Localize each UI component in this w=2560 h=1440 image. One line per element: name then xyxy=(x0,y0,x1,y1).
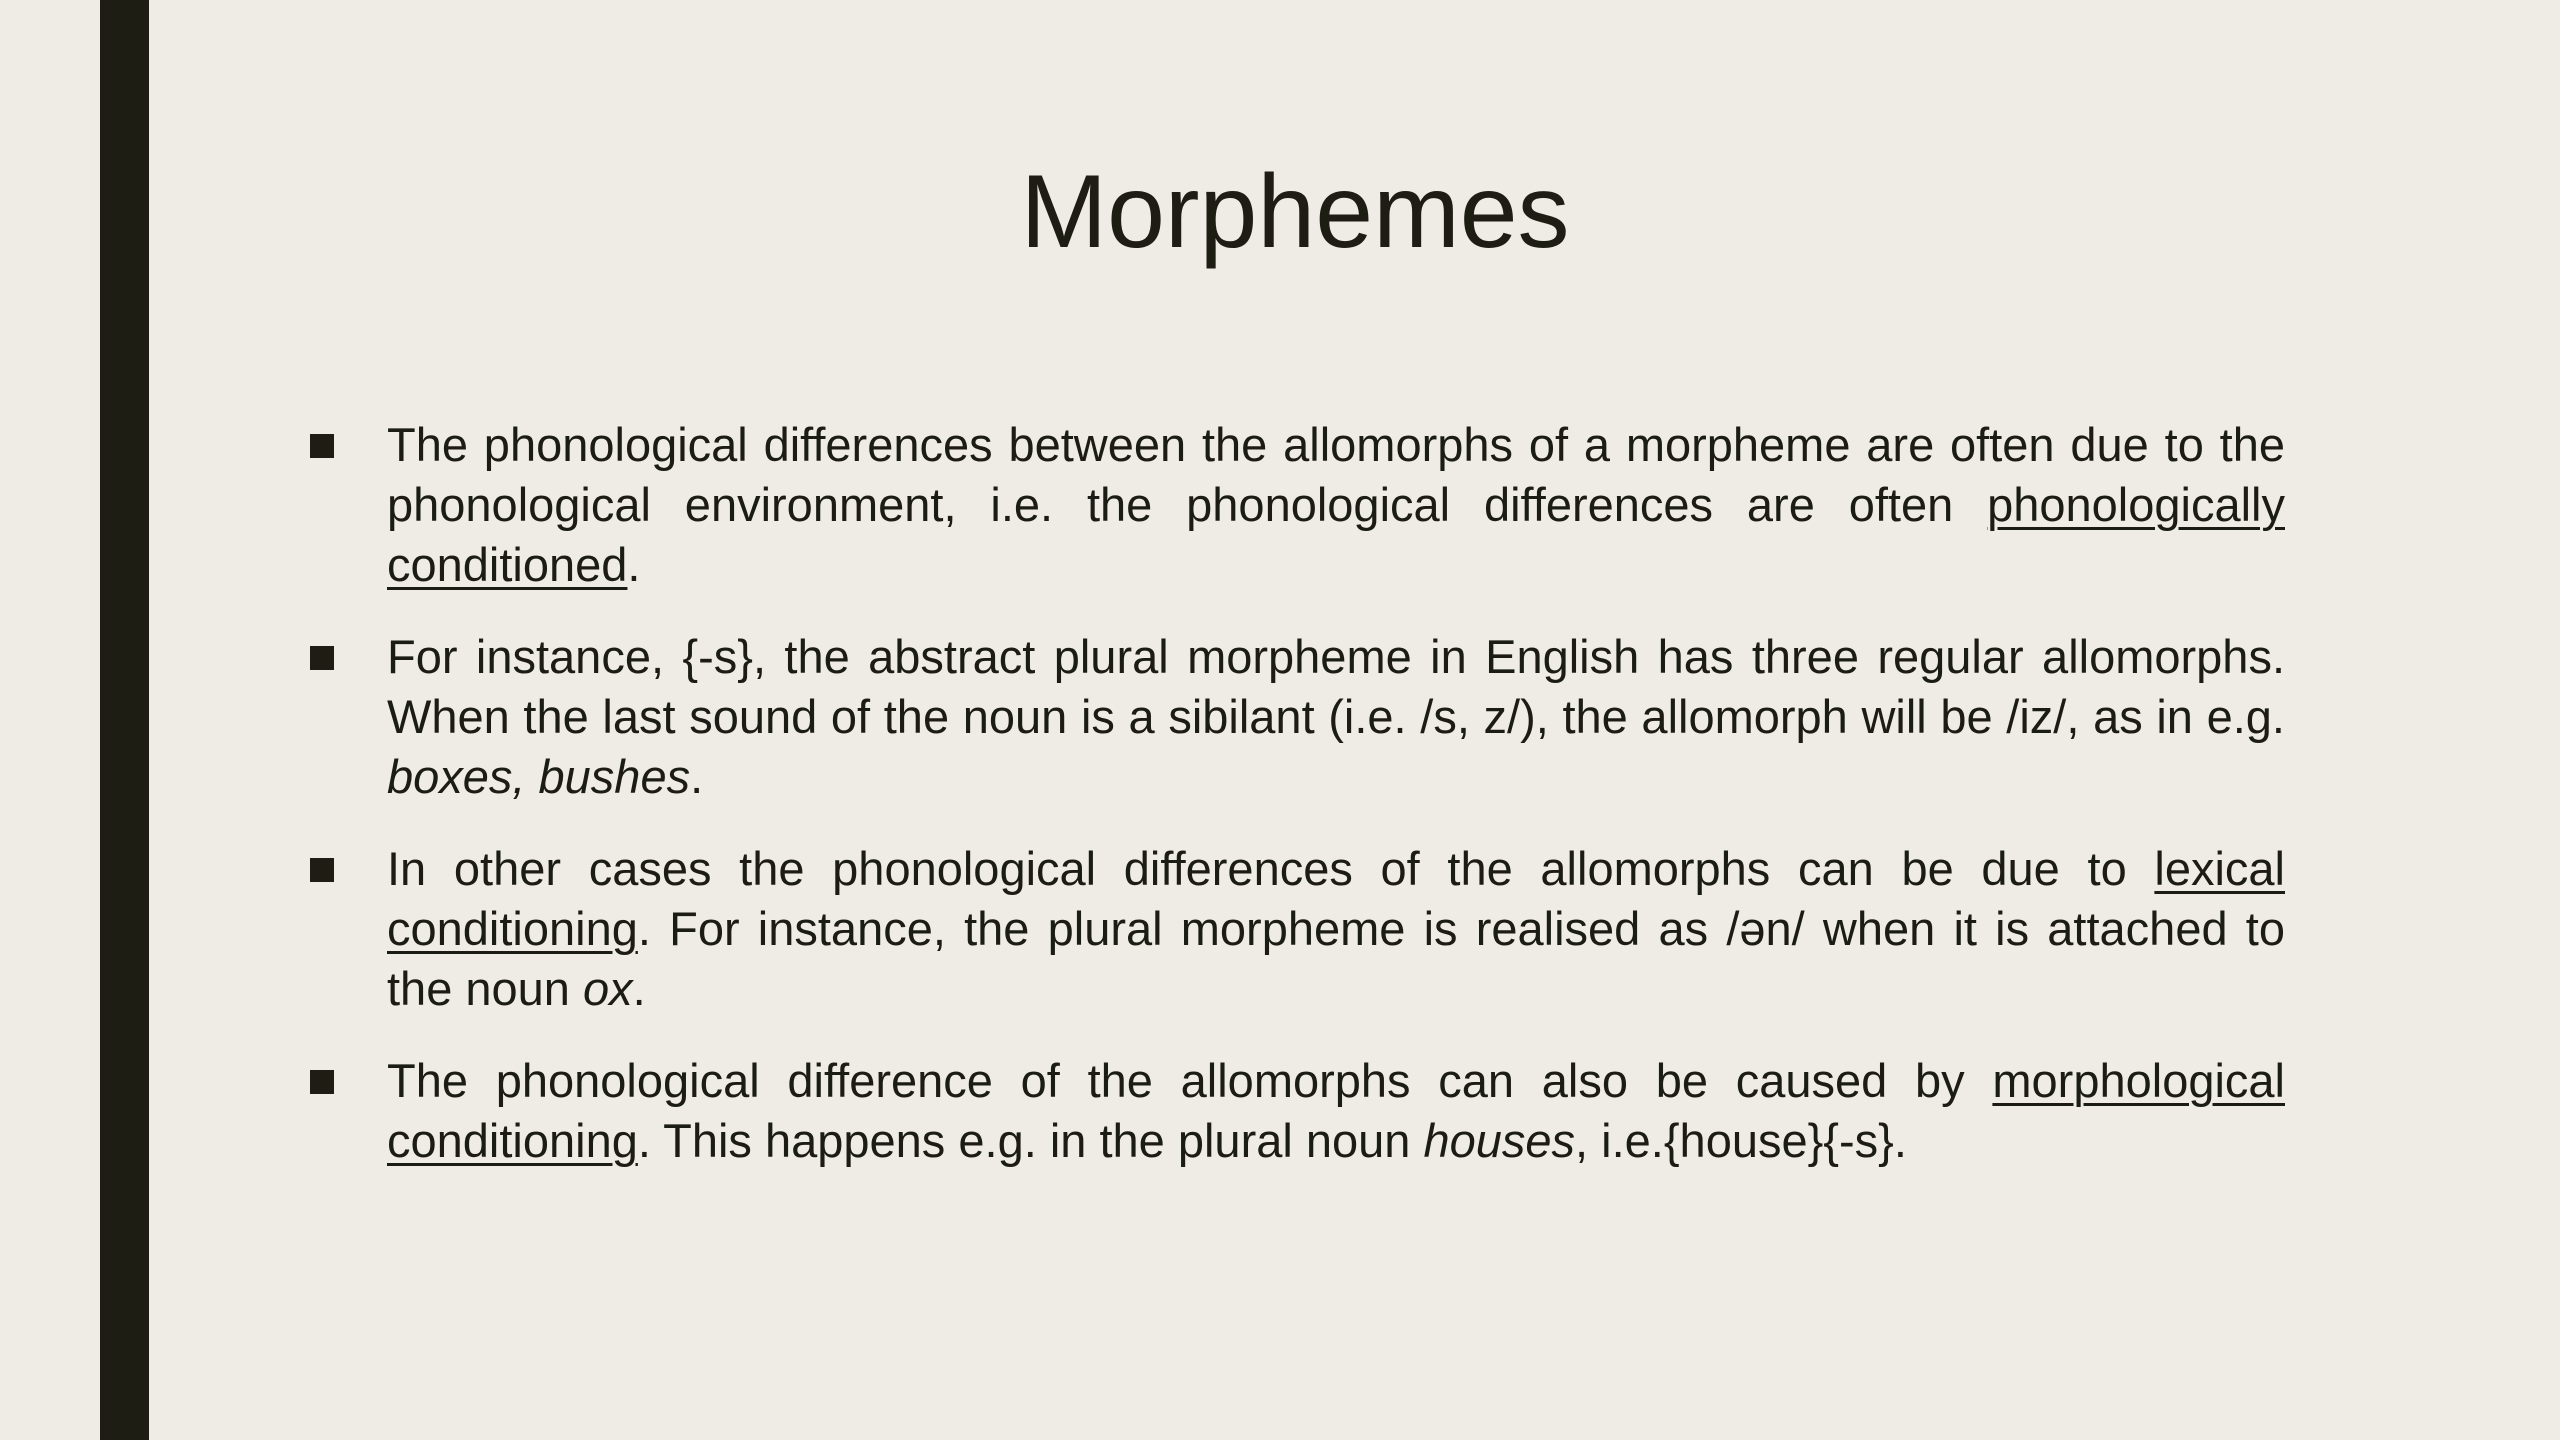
square-bullet-icon xyxy=(310,434,334,458)
underlined-term: morphological conditioning xyxy=(387,1054,2285,1167)
bullet-text-segment: . For instance, the plural morpheme is realised as /ən/ when it is attached to the noun xyxy=(387,902,2285,1015)
bullet-text-segment: In other cases the phonological differences of the allomorphs can be due to xyxy=(387,842,2155,895)
bullet-item xyxy=(300,1051,2285,1171)
italic-example: houses xyxy=(1423,1114,1576,1167)
bullet-list xyxy=(300,415,2285,1203)
underlined-term: lexical conditioning xyxy=(387,842,2285,955)
bullet-text-segment: The phonological differences between the allomorphs of a morpheme are often due to the phonological environment, i.e. the phonological differences are often xyxy=(387,418,2285,531)
slide-title: Morphemes xyxy=(1020,154,1570,270)
square-bullet-icon xyxy=(310,1070,334,1094)
bullet-text xyxy=(387,627,2285,807)
bullet-item xyxy=(300,839,2285,1019)
bullet-text-segment: For instance, {-s}, the abstract plural morpheme in English has three regular allomorphs. When the last sound of the noun is a sibilant (i.e. /s, z/), the allomorph will be /iz/, as in e.g. xyxy=(387,630,2285,743)
bullet-text-segment: . xyxy=(627,538,641,591)
bullet-text-segment: . xyxy=(632,962,646,1015)
bullet-text-segment: . This happens e.g. in the plural noun xyxy=(637,1114,1424,1167)
bullet-text-segment: The phonological difference of the allomorphs can also be caused by xyxy=(387,1054,1993,1107)
underlined-term: phonologically conditioned xyxy=(387,478,2285,591)
bullet-text xyxy=(387,415,2285,595)
bullet-text xyxy=(387,1051,2285,1171)
italic-example: ox xyxy=(583,962,633,1015)
bullet-item xyxy=(300,415,2285,595)
bullet-text-segment: , i.e.{house}{-s}. xyxy=(1575,1114,1907,1167)
bullet-item xyxy=(300,627,2285,807)
italic-example: boxes, bushes xyxy=(387,750,691,803)
bullet-text xyxy=(387,839,2285,1019)
bullet-text-segment: . xyxy=(690,750,704,803)
square-bullet-icon xyxy=(310,858,334,882)
square-bullet-icon xyxy=(310,646,334,670)
